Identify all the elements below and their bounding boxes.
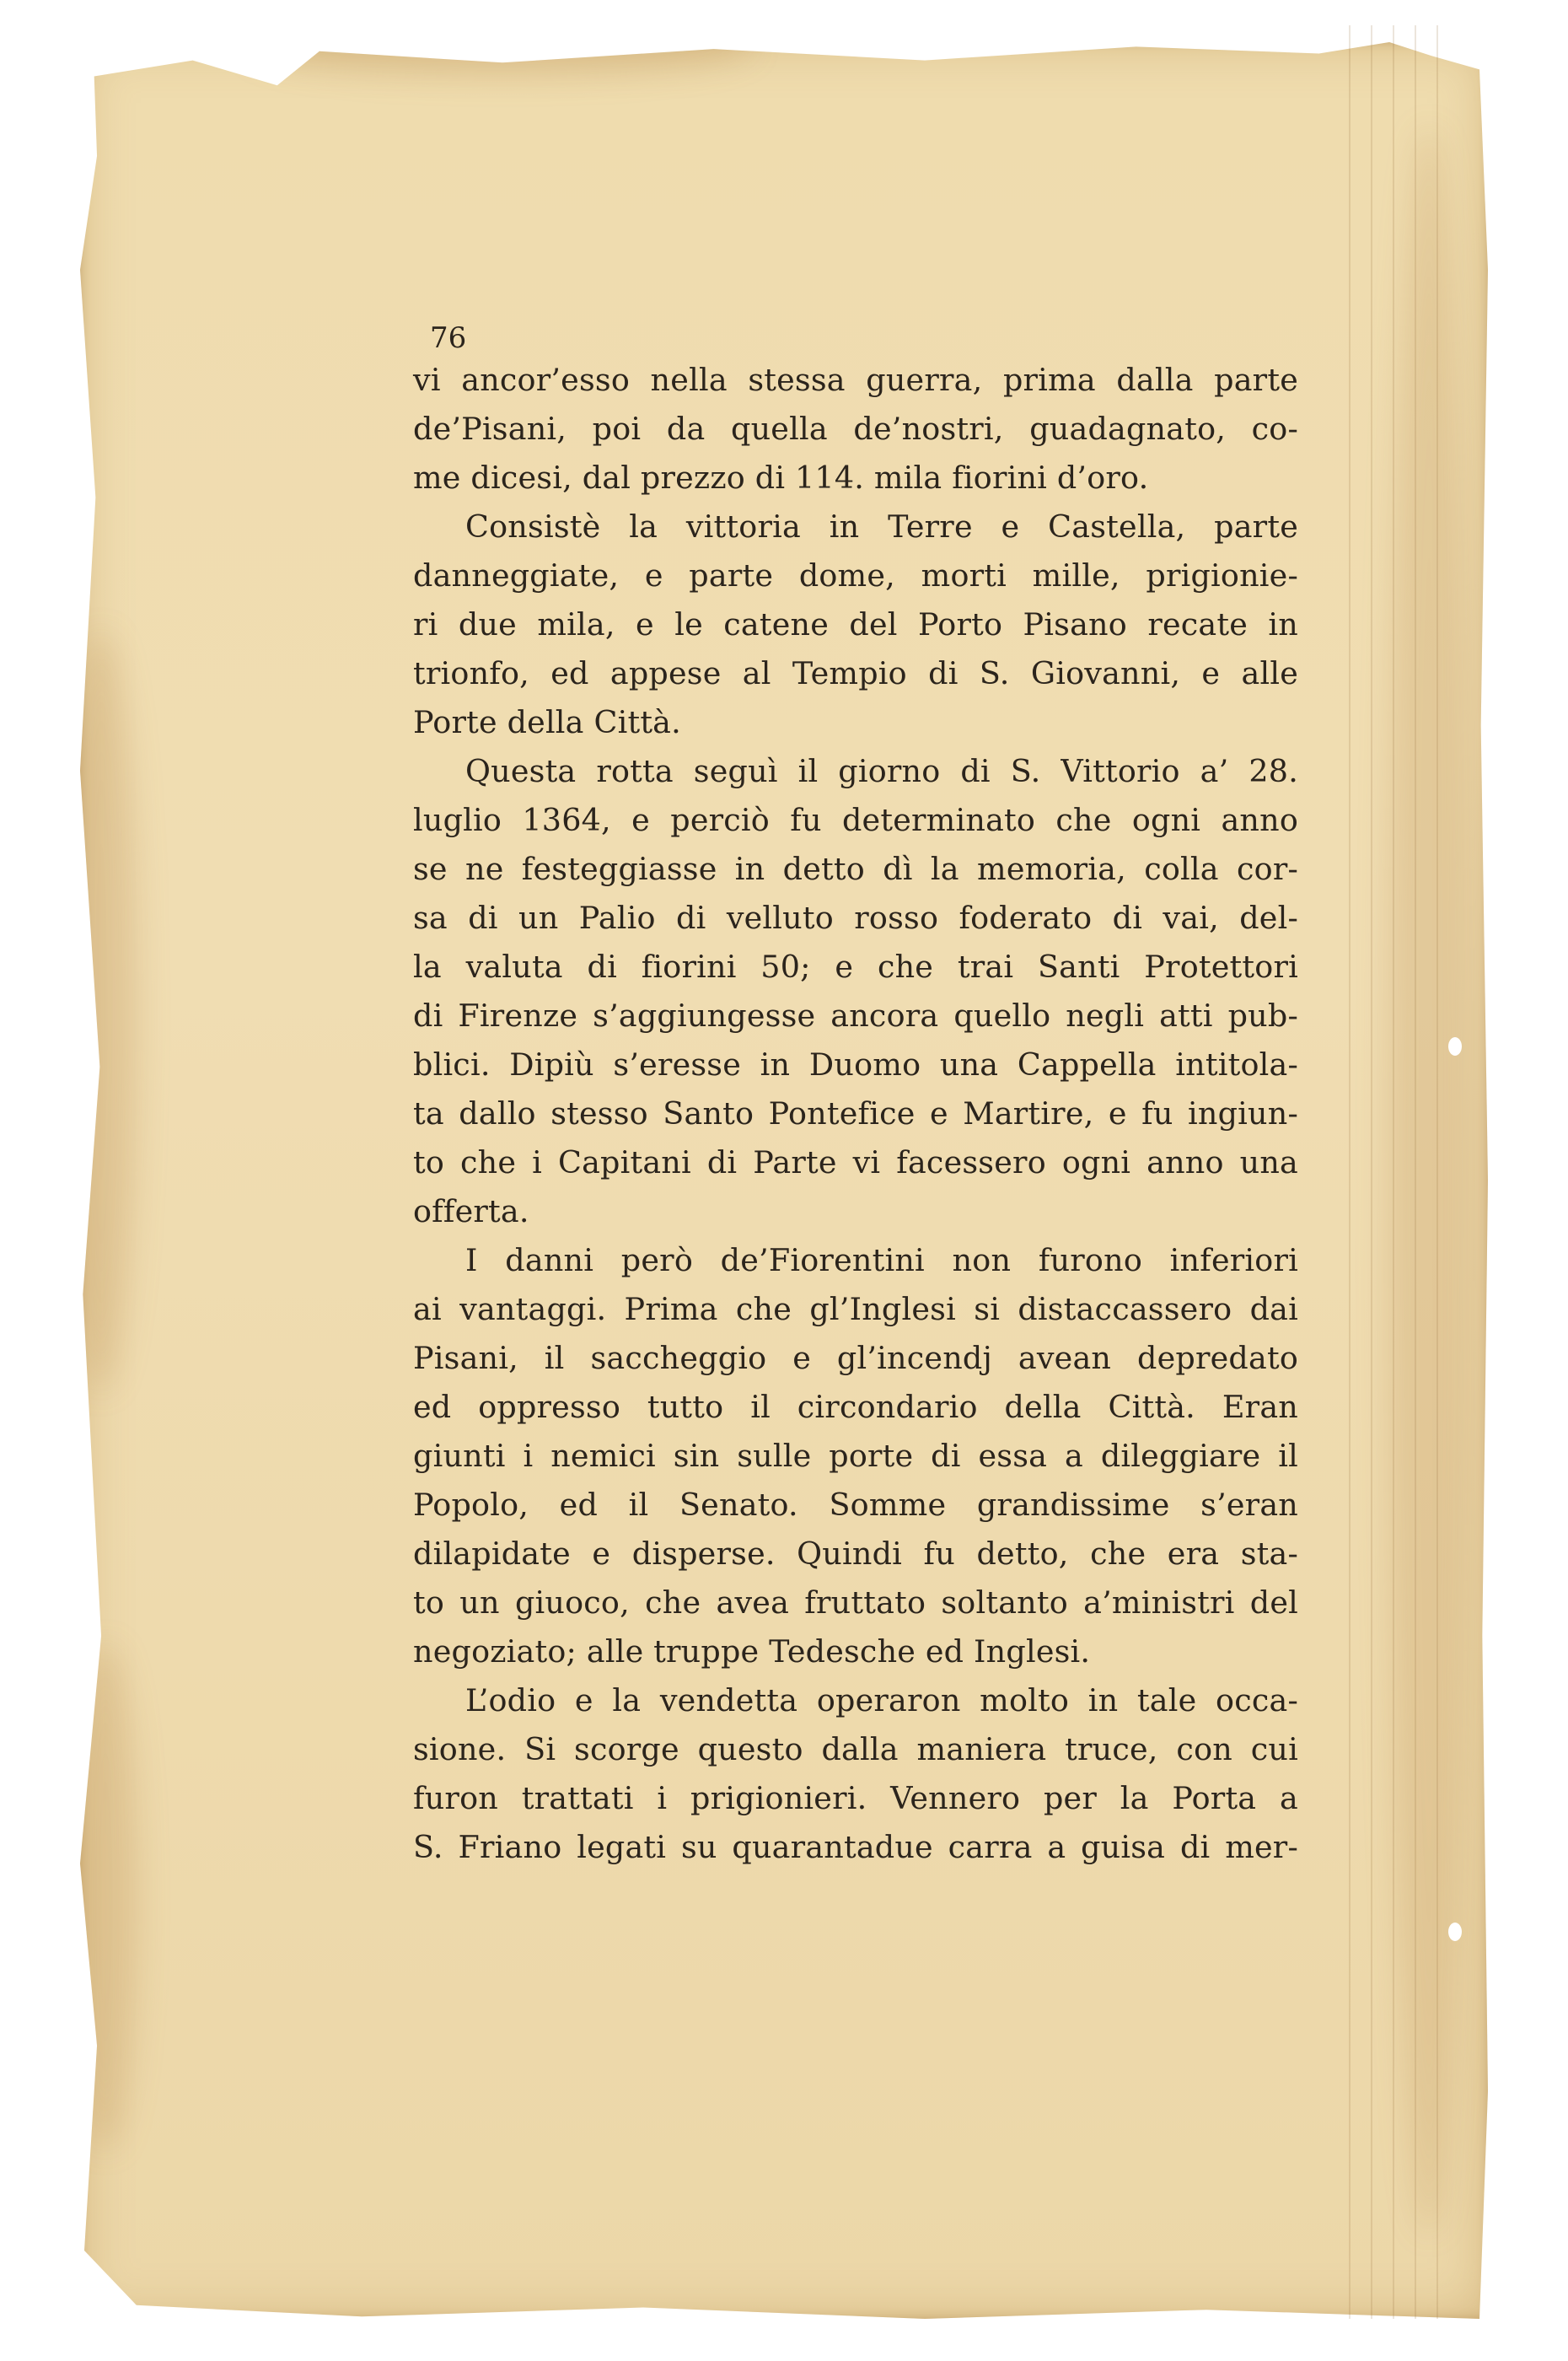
text-line: S. Friano legati su quarantadue carra a guisa di mer- bbox=[413, 1829, 1298, 1865]
text-line: se ne festeggiasse in detto dì la memoria, colla cor- bbox=[413, 851, 1298, 887]
text-line: de’Pisani, poi da quella de’nostri, guadagnato, co- bbox=[413, 411, 1298, 447]
text-line: Popolo, ed il Senato. Somme grandissime s’eran bbox=[413, 1487, 1298, 1523]
text-line: luglio 1364, e perciò fu determinato che ogni anno bbox=[413, 802, 1298, 838]
text-line: Questa rotta seguì il giorno di S. Vittorio a’ 28. bbox=[465, 753, 1298, 789]
text-line: me dicesi, dal prezzo di 114. mila fiorini d’oro. bbox=[413, 460, 1149, 496]
text-lines bbox=[413, 356, 1298, 1872]
text-line: Pisani, il saccheggio e gl’incendj avean depredato bbox=[413, 1340, 1298, 1376]
page-number: 76 bbox=[430, 321, 467, 355]
text-line: negoziato; alle truppe Tedesche ed Inglesi. bbox=[413, 1633, 1091, 1670]
text-line: ai vantaggi. Prima che gl’Inglesi si distaccassero dai bbox=[413, 1291, 1298, 1327]
text-line: sa di un Palio di velluto rosso foderato di vai, del- bbox=[413, 900, 1298, 936]
text-line: blici. Dipiù s’eresse in Duomo una Cappella intitola- bbox=[413, 1046, 1298, 1083]
text-line: trionfo, ed appese al Tempio di S. Giovanni, e alle bbox=[413, 655, 1298, 691]
text-line: ed oppresso tutto il circondario della Città. Eran bbox=[413, 1389, 1298, 1425]
text-line: Porte della Città. bbox=[413, 704, 681, 740]
text-line: offerta. bbox=[413, 1193, 529, 1229]
paper-stain bbox=[249, 17, 754, 76]
text-line: furon trattati i prigionieri. Vennero per la Porta a bbox=[413, 1780, 1298, 1816]
text-line: to che i Capitani di Parte vi facessero ogni anno una bbox=[413, 1144, 1298, 1180]
binding-edge bbox=[1349, 25, 1450, 2319]
text-line: danneggiate, e parte dome, morti mille, prigionie- bbox=[413, 557, 1298, 594]
binding-hole bbox=[1448, 1037, 1462, 1056]
paper-stain bbox=[72, 1644, 139, 2150]
text-line: Consistè la vittoria in Terre e Castella, parte bbox=[465, 508, 1298, 545]
text-line: giunti i nemici sin sulle porte di essa a dileggiare il bbox=[413, 1438, 1298, 1474]
paper-stain bbox=[63, 632, 139, 1391]
text-line: I danni però de’Fiorentini non furono inferiori bbox=[465, 1242, 1298, 1278]
binding-hole bbox=[1448, 1923, 1462, 1941]
text-line: L’odio e la vendetta operaron molto in tale occa- bbox=[465, 1682, 1298, 1718]
page-text bbox=[413, 320, 1298, 1872]
text-line: di Firenze s’aggiungesse ancora quello negli atti pub- bbox=[413, 998, 1298, 1034]
text-line: to un giuoco, che avea fruttato soltanto a’ministri del bbox=[413, 1584, 1298, 1621]
text-line: ri due mila, e le catene del Porto Pisano recate in bbox=[413, 606, 1298, 643]
text-line: sione. Si scorge questo dalla maniera truce, con cui bbox=[413, 1731, 1298, 1767]
text-line: vi ancor’esso nella stessa guerra, prima dalla parte bbox=[413, 362, 1298, 398]
text-line: dilapidate e disperse. Quindi fu detto, che era sta- bbox=[413, 1535, 1298, 1572]
text-line: ta dallo stesso Santo Pontefice e Martire, e fu ingiun- bbox=[413, 1095, 1298, 1132]
text-line: la valuta di fiorini 50; e che trai Santi Protettori bbox=[413, 949, 1298, 985]
